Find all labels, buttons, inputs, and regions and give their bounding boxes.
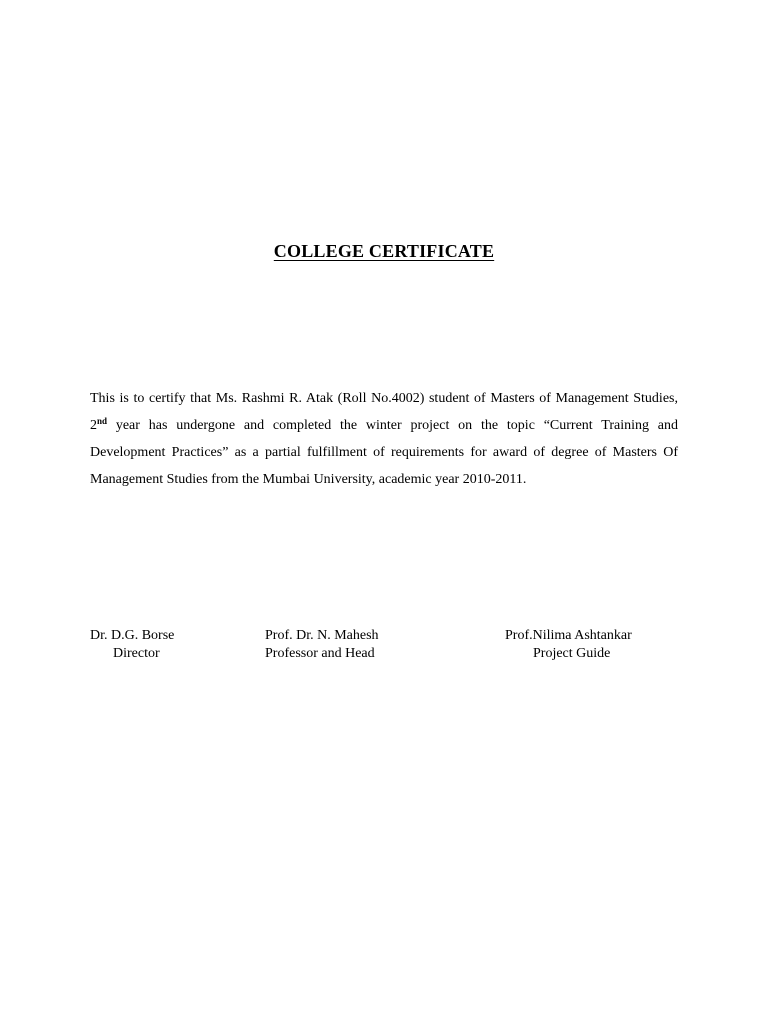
signatory-role: Professor and Head [265, 646, 375, 661]
signatory-name: Dr. D.G. Borse [90, 628, 175, 643]
ordinal-superscript: nd [97, 416, 108, 426]
signatory-name: Prof. Dr. N. Mahesh [265, 628, 379, 643]
body-text-part-2: year has undergone and completed the winter project on the topic “Current Training and Development Practices” as a partial fulfillment of requirements for award of degree of Masters Of Management Studies from the Mumbai University, academic year 2010-2011. [90, 418, 678, 487]
signatory-project-guide [505, 627, 632, 663]
certificate-title: COLLEGE CERTIFICATE [273, 241, 495, 261]
certificate-body [90, 385, 678, 493]
signatory-director [90, 627, 174, 663]
signatory-role: Director [113, 646, 160, 661]
signatory-head [265, 627, 379, 663]
signatory-role: Project Guide [533, 646, 611, 661]
signatory-name: Prof.Nilima Ashtankar [505, 628, 632, 643]
body-text-part-1: This is to certify that Ms. Rashmi R. Atak (Roll No.4002) student of Masters of Management Studies, 2 [90, 391, 678, 433]
